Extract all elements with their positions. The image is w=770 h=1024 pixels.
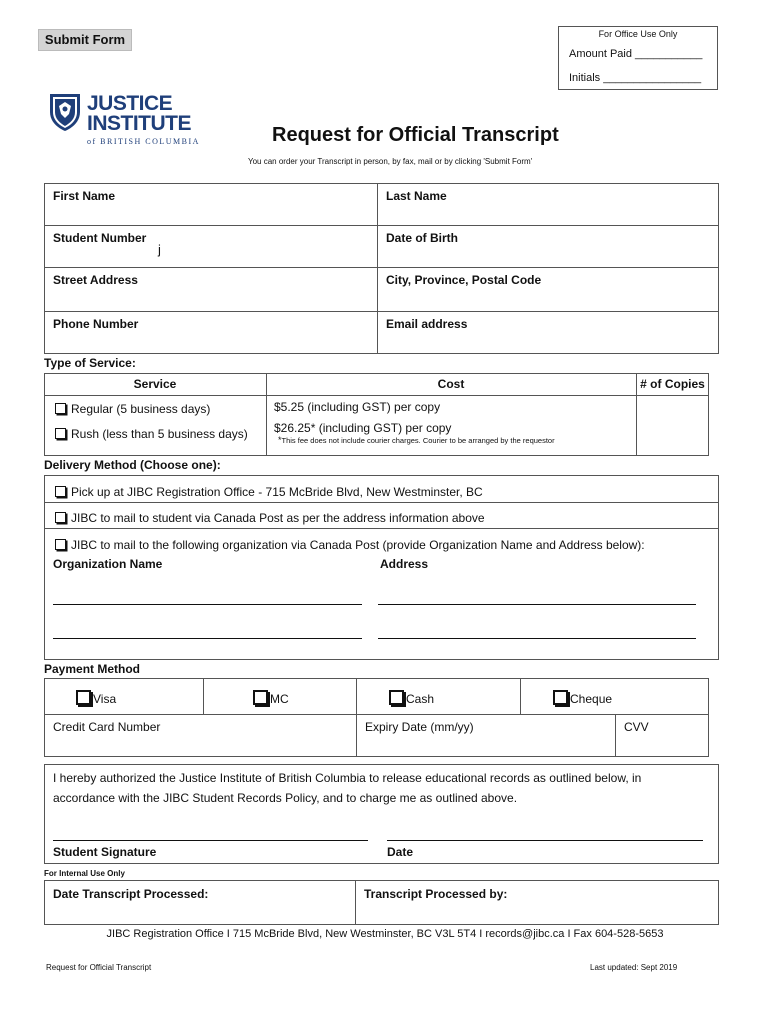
checkbox-icon[interactable] <box>389 690 404 705</box>
expiry-date-field[interactable]: Expiry Date (mm/yy) <box>365 720 474 734</box>
service-heading: Type of Service: <box>44 356 136 370</box>
checkbox-icon[interactable] <box>55 512 66 523</box>
checkbox-icon[interactable] <box>253 690 268 705</box>
row-divider <box>44 528 719 529</box>
row-divider <box>44 502 719 503</box>
checkbox-icon[interactable] <box>55 539 66 550</box>
checkbox-icon[interactable] <box>553 690 568 705</box>
office-use-box <box>558 26 718 90</box>
pickup-option[interactable]: Pick up at JIBC Registration Office - 715 McBride Blvd, New Westminster, BC <box>55 485 483 499</box>
signature-line[interactable] <box>53 840 368 841</box>
regular-cost: $5.25 (including GST) per copy <box>274 400 441 414</box>
mc-option[interactable]: MC <box>253 690 289 706</box>
date-line[interactable] <box>387 840 703 841</box>
credit-card-number-field[interactable]: Credit Card Number <box>53 720 161 734</box>
amount-paid-field[interactable]: Amount Paid ___________ <box>569 48 703 60</box>
column-divider <box>355 880 356 925</box>
checkbox-icon[interactable] <box>55 428 66 439</box>
row-divider <box>44 267 719 268</box>
mail-to-organization-option[interactable]: JIBC to mail to the following organization via Canada Post (provide Organization Name and Address below): <box>55 538 645 552</box>
authorization-text: I hereby authorized the Justice Institute of British Columbia to release educational records as outlined below, in accordance with the JIBC Student Records Policy, and to charge me as outlined above. <box>53 771 642 805</box>
column-divider <box>520 678 521 714</box>
date-processed-field[interactable]: Date Transcript Processed: <box>53 887 209 901</box>
email-address-field[interactable]: Email address <box>386 317 468 331</box>
mail-to-student-option[interactable]: JIBC to mail to student via Canada Post as per the address information above <box>55 511 485 525</box>
column-divider <box>356 678 357 757</box>
visa-option[interactable]: Visa <box>76 690 116 706</box>
date-of-birth-field[interactable]: Date of Birth <box>386 231 458 245</box>
row-divider <box>44 714 709 715</box>
student-number-value: j <box>158 242 161 257</box>
rush-fee-note <box>278 435 555 445</box>
cvv-field[interactable]: CVV <box>624 720 649 734</box>
checkbox-icon[interactable] <box>55 486 66 497</box>
delivery-heading: Delivery Method (Choose one): <box>44 458 221 472</box>
phone-number-field[interactable]: Phone Number <box>53 317 139 331</box>
organization-name-label: Organization Name <box>53 557 163 571</box>
internal-use-heading: For Internal Use Only <box>44 869 125 878</box>
office-use-title: For Office Use Only <box>598 29 678 39</box>
last-name-field[interactable]: Last Name <box>386 189 447 203</box>
row-divider <box>44 225 719 226</box>
initials-field[interactable]: Initials ________________ <box>569 72 702 84</box>
row-divider <box>44 311 719 312</box>
column-divider <box>615 714 616 757</box>
street-address-field[interactable]: Street Address <box>53 273 138 287</box>
page-subtitle: You can order your Transcript in person, by fax, mail or by clicking 'Submit Form' <box>248 157 533 166</box>
rush-service-option[interactable]: Rush (less than 5 business days) <box>55 427 248 441</box>
date-label: Date <box>387 845 414 859</box>
logo-wordmark: JUSTICE INSTITUTE <box>87 92 191 135</box>
city-province-postal-field[interactable]: City, Province, Postal Code <box>386 273 542 287</box>
footer-address: JIBC Registration Office I 715 McBride Blvd, New Westminster, BC V3L 5T4 I records@jibc.ca I Fax 604-528-5653 <box>106 928 664 940</box>
service-column-header: Service <box>133 377 177 391</box>
checkbox-icon[interactable] <box>55 403 66 414</box>
processed-by-field[interactable]: Transcript Processed by: <box>364 887 508 901</box>
address-label: Address <box>380 557 429 571</box>
copies-column-header: # of Copies <box>640 377 705 391</box>
column-divider <box>377 183 378 354</box>
footer-right: Last updated: Sept 2019 <box>590 963 678 972</box>
cash-option[interactable]: Cash <box>389 690 434 706</box>
cost-column-header: Cost <box>437 377 465 391</box>
organization-name-line-2[interactable] <box>53 638 362 639</box>
checkbox-icon[interactable] <box>76 690 91 705</box>
payment-heading: Payment Method <box>44 662 141 676</box>
row-divider <box>44 395 709 396</box>
student-number-field[interactable]: Student Number <box>53 231 147 245</box>
page-title: Request for Official Transcript <box>272 124 559 146</box>
organization-name-line-1[interactable] <box>53 604 362 605</box>
cheque-option[interactable]: Cheque <box>553 690 612 706</box>
submit-form-button[interactable]: Submit Form <box>38 29 132 51</box>
footer-left: Request for Official Transcript <box>46 963 152 972</box>
rush-fee-note-mark: * <box>278 435 282 445</box>
address-line-2[interactable] <box>378 638 696 639</box>
personal-info-table <box>44 183 719 354</box>
first-name-field[interactable]: First Name <box>53 189 116 203</box>
rush-cost: $26.25* (including GST) per copy <box>274 421 452 435</box>
regular-service-option[interactable]: Regular (5 business days) <box>55 402 210 416</box>
address-line-1[interactable] <box>378 604 696 605</box>
logo-subtext: of BRITISH COLUMBIA <box>87 137 200 146</box>
jibc-crest-icon <box>48 92 82 132</box>
rush-fee-note-text: This fee does not include courier charges. Courier to be arranged by the requestor <box>281 436 555 445</box>
student-signature-label: Student Signature <box>53 845 157 859</box>
column-divider <box>203 678 204 714</box>
